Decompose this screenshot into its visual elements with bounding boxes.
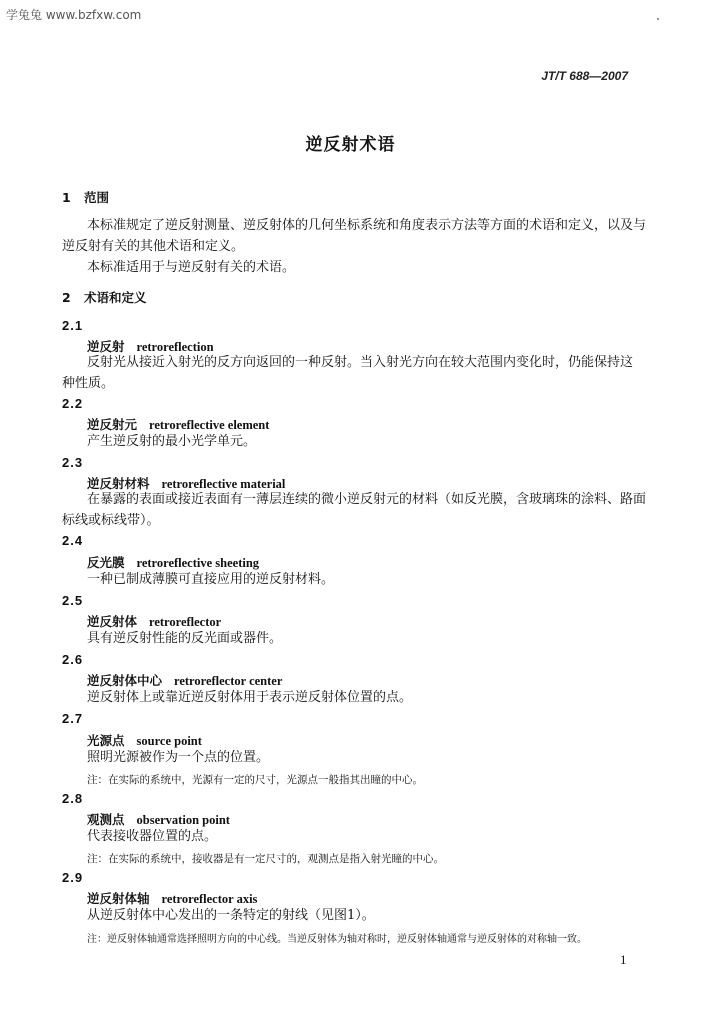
scan-speck xyxy=(657,18,659,20)
term-zh: 逆反射体中心 xyxy=(87,673,163,688)
term-definition-line-1: 照明光源被作为一个点的位置。 xyxy=(87,750,270,765)
term-definition-line-1: 在暴露的表面或接近表面有一薄层连续的微小逆反射元的材料（如反光膜，含玻璃珠的涂料、路面 xyxy=(87,492,647,507)
term-definition-line-1: 从逆反射体中心发出的一条特定的射线（见图1）。 xyxy=(87,908,375,923)
term-zh: 逆反射体轴 xyxy=(87,891,150,906)
scope-paragraph-2: 本标准适用于与逆反射有关的术语。 xyxy=(87,260,296,275)
term-definition-line-2: 标线或标线带）。 xyxy=(62,513,160,528)
term-zh: 反光膜 xyxy=(87,555,125,570)
term-definition-line-2: 种性质。 xyxy=(62,376,115,391)
watermark-text: 学兔兔 www.bzfxw.com xyxy=(6,8,142,22)
page-number: 1 xyxy=(620,952,627,967)
term-zh: 观测点 xyxy=(87,812,125,827)
term-zh: 逆反射材料 xyxy=(87,476,150,491)
term-en: retroreflector axis xyxy=(161,892,258,906)
term-number: 2.3 xyxy=(62,455,84,470)
term-number: 2.1 xyxy=(62,318,84,333)
term-en: retroreflection xyxy=(136,340,214,354)
section-2-title: 术语和定义 xyxy=(84,290,147,305)
term-en: retroreflector xyxy=(149,615,222,629)
term-definition-line-1: 反射光从接近入射光的反方向返回的一种反射。当入射光方向在较大范围内变化时，仍能保持这 xyxy=(87,355,634,370)
term-number: 2.9 xyxy=(62,870,84,885)
section-1-number: 1 xyxy=(62,190,71,205)
term-number: 2.2 xyxy=(62,396,84,411)
page-title: 逆反射术语 xyxy=(305,135,396,155)
term-en: retroreflective material xyxy=(161,477,286,491)
term-note: 注：逆反射体轴通常选择照明方向的中心线。当逆反射体为轴对称时，逆反射体轴通常与逆反射体的对称轴一致。 xyxy=(87,934,587,945)
term-zh: 逆反射元 xyxy=(87,417,138,432)
scope-paragraph-1-line-1: 本标准规定了逆反射测量、逆反射体的几何坐标系统和角度表示方法等方面的术语和定义，以及与 xyxy=(87,218,647,233)
section-2-heading xyxy=(62,288,147,306)
term-note: 注：在实际的系统中，光源有一定的尺寸，光源点一般指其出瞳的中心。 xyxy=(87,774,423,786)
term-zh: 光源点 xyxy=(87,733,125,748)
term-note: 注：在实际的系统中，接收器是有一定尺寸的，观测点是指入射光瞳的中心。 xyxy=(87,853,444,865)
term-definition-line-1: 具有逆反射性能的反光面或器件。 xyxy=(87,631,283,646)
standard-number: JT/T 688—2007 xyxy=(541,69,628,83)
term-definition-line-1: 代表接收器位置的点。 xyxy=(87,829,218,844)
section-1-heading xyxy=(62,188,109,206)
section-2-number: 2 xyxy=(62,290,71,305)
term-number: 2.5 xyxy=(62,593,84,608)
term-en: retroreflective element xyxy=(149,418,270,432)
term-number: 2.6 xyxy=(62,652,84,667)
scope-paragraph-1-line-2: 逆反射有关的其他术语和定义。 xyxy=(62,239,245,254)
term-definition-line-1: 一种已制成薄膜可直接应用的逆反射材料。 xyxy=(87,572,335,587)
term-number: 2.8 xyxy=(62,791,84,806)
term-en: retroreflective sheeting xyxy=(136,556,260,570)
term-definition-line-1: 逆反射体上或靠近逆反射体用于表示逆反射体位置的点。 xyxy=(87,690,413,705)
term-en: source point xyxy=(136,734,202,748)
term-zh: 逆反射体 xyxy=(87,614,138,629)
term-zh: 逆反射 xyxy=(87,339,125,354)
term-en: observation point xyxy=(136,813,230,827)
section-1-title: 范围 xyxy=(84,190,110,205)
term-en: retroreflector center xyxy=(174,674,283,688)
term-number: 2.4 xyxy=(62,533,84,548)
term-number: 2.7 xyxy=(62,711,84,726)
term-definition-line-1: 产生逆反射的最小光学单元。 xyxy=(87,434,257,449)
